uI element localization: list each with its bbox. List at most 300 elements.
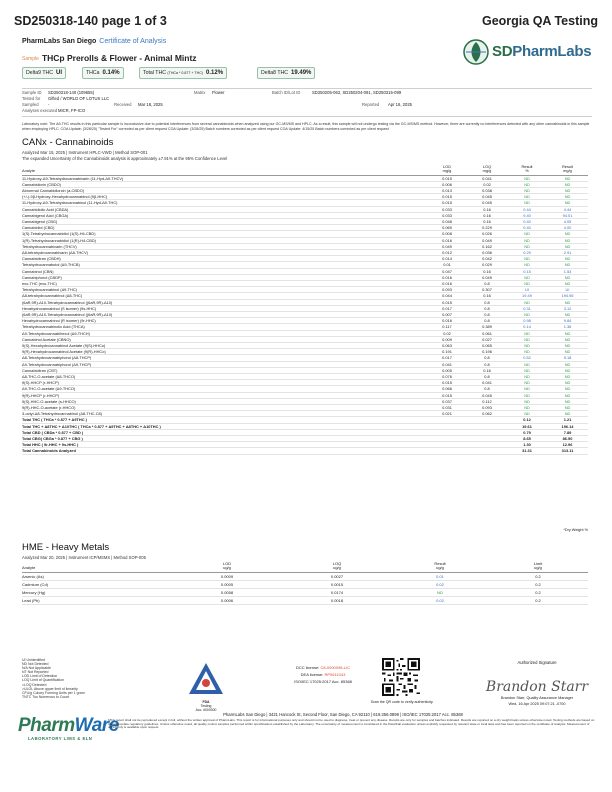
dea-license: RP0611043 [324,672,346,677]
footer-disclaimer: *This report shall not be reproduced except in full, without the written approval of PharmLabs. This report is for informational purposes only and should not be used to diagnose, treat or prevent any disease. Results are only for samples and batches indicated. Results are reported on a dry weight basis unless otherwise noted. Testing methods are based on the appropriate regulatory guidelines. Unless otherwise noted, all quality control samples performed within specifications established by the Laboratory. The uncertainty of measurement is considered in the Pass/Fail evaluation unless explicitly requested by relevant state or local laws and has been reported on the certificate of analysis. Measurement of uncertainty is available upon request. [108,718,595,730]
signature-script: Brandon Starr [485,679,589,695]
pill-label: Total THC [143,70,166,76]
result-pct-cell: 0.40 [507,218,547,224]
lod-cell: 0.0058 [172,588,282,596]
result-mg-cell: ND [547,380,588,386]
legend-item: >ULOL Above upper limit of linearity [22,686,78,691]
loq-cell: 0.045 [467,200,507,206]
result-pct-cell: ND [507,386,547,392]
legend-item: UI Unidentified [22,658,45,662]
loq-cell: 0.16 [467,367,507,373]
loq-cell: 0.049 [467,237,507,243]
result-pct-cell: ND [507,256,547,262]
result-mg-cell: ND [547,274,588,280]
result-mg-cell: ND [547,243,588,249]
analyte-cell: Δ9-Tetrahydrocannabiphorol (Δ9-THCP) [22,361,427,367]
lod-cell: 0.076 [427,374,467,380]
result-cell: ND [392,588,488,596]
result-pct-cell: ND [507,411,547,417]
result-pct-cell: ND [507,194,547,200]
loq-cell [467,448,507,454]
lod-cell: 0.047 [427,268,467,274]
loq-cell: 0.8 [467,374,507,380]
analyses-executed: MICR, FP-ICO [58,108,86,113]
lod-cell: 0.016 [427,274,467,280]
result-pct-cell: 0.79 [507,429,547,435]
result-pct-cell: ND [507,349,547,355]
result-mg-cell: 196.14 [547,423,588,429]
loq-cell: 0.045 [467,194,507,200]
analyte-cell: Cannabigerol (CBG) [22,218,427,224]
tested-for: Gifted / WORLD OF LOTUS LLC [48,96,110,101]
result-pct-cell: 0.14 [507,324,547,330]
info-key: Sample ID [22,90,42,95]
col-lod-label: LOD [222,561,232,567]
result-pct-cell: ND [507,398,547,404]
dry-weight-note: *Dry Weight % [563,528,588,532]
col-unit: ug/g [436,565,444,571]
fda-caption-line: Testing [200,704,212,708]
table-header-row [22,165,588,175]
cannabinoids-analyzed: Analyzed Mar 15, 2025 | Instrument HPLC-VWD | Method SOP-001 [22,150,148,155]
loq-cell: 0.027 [467,336,507,342]
pharmware-sub: LABORATORY LIMS & ELN [28,736,93,741]
result-mg-cell: 7.89 [547,429,588,435]
loq-cell: 0.112 [467,398,507,404]
total-row [22,448,588,454]
analyte-cell: Cannabigerol Acid (CBGA) [22,212,427,218]
pill-value: UI [56,70,63,76]
result-pct-cell: 8.65 [507,436,547,442]
lod-cell: 0.02 [427,330,467,336]
result-pct-cell: 19.61 [507,423,547,429]
legend-item: LOQ Limit of Quantification [22,678,65,683]
lod-cell: 0.015 [427,194,467,200]
info-key: Received [114,102,132,107]
analyte-cell: exo-THC (exo-THC) [22,280,427,286]
result-mg-cell: ND [547,262,588,268]
globe-icon [462,38,490,66]
lod-cell: 0.015 [427,392,467,398]
footer-address: PharmLabs San Diego | 3421 Hancock St, Second Floor, San Diego, CA 92110 | 619.356.0898 | ISO/IEC 17025:2017 Acc. 85368 [223,712,463,717]
loq-cell: 0.0027 [282,572,392,580]
col-unit: ug/g [534,565,542,571]
result-pct-cell: ND [507,405,547,411]
analyte-cell: 9(S)-HHC-O-acetate (s-HHCO) [22,398,427,404]
matrix: Flower [212,90,225,95]
info-key: Reported [362,102,380,107]
analyte-cell: 9(R)-HHC-O-acetate (r-HHCO) [22,405,427,411]
lod-cell: 0.021 [427,411,467,417]
loq-cell: 0.0174 [282,588,392,596]
loq-cell: 0.8 [467,355,507,361]
lod-cell: 0.016 [427,237,467,243]
analyte-cell: Cadmium (Cd) [22,580,172,588]
loq-cell: 0.307 [467,287,507,293]
result-mg-cell: ND [547,175,588,181]
result-mg-cell: 4.00 [547,225,588,231]
loq-cell: 0.16 [467,293,507,299]
loq-cell: 0.026 [467,231,507,237]
legend-item: LOD Limit of Detection [22,674,58,679]
analyte-cell: Tetrahydrocannabinolic Acid (THCA) [22,324,427,330]
analyte-cell: Total HHC ( 9r-HHC + 9s-HHC ) [22,442,427,448]
analyte-cell: Lead (Pb) [22,596,172,604]
pill-formula: (THCa * 0.877 + THC) [167,71,204,75]
loq-cell: 0.8 [467,311,507,317]
analyte-cell: 3-octyl-Δ8-Tetrahydrocannabinol (Δ8-THC-C8) [22,411,427,417]
analyte-cell: Cannabidiorin (CBDO) [22,181,427,187]
loq-cell: 0.229 [467,225,507,231]
analyte-cell: (6aR,9R)-Δ10-Tetrahydrocannabinol ((6aR,9R)-Δ10) [22,299,427,305]
table-row [22,588,588,596]
result-pct-cell: ND [507,231,547,237]
result-cell: 0.02 [392,580,488,588]
cannabinoids-table [22,165,588,455]
col-limit [488,562,588,572]
result-mg-cell: 2.91 [547,249,588,255]
result-mg-cell: ND [547,256,588,262]
result-pct-cell: 0.98 [507,318,547,324]
result-pct-cell: ND [507,361,547,367]
pill-value: 19.49% [291,70,312,76]
col-loq [282,562,392,572]
pharmware-a: Pharm [18,715,75,736]
reported-date: Apr 16, 2025 [388,102,412,107]
qr-code-icon[interactable] [382,658,420,696]
laboratory-note: Laboratory note: The ∆9-THC results in this particular sample is inconclusive due to potential interferences from several cannabinoids when analyzed using our GC-MS/MS and HPLC. As a result, this sample will not undergo testing via the GC-MS/MS method. However, there are currently no interferences detected with any other cannabinoids in this sample when employing HPLC. COA Update: (3/28/25) "Tested For" corrected as per client request COA Update: (3/28/25) Batch numbers corrected as per client request COA Update: 4/15/25 Batch numbers corrected as per client request [22,122,590,131]
result-pct-cell: ND [507,200,547,206]
pharmware-logo [18,715,119,745]
pill-value: 0.12% [206,70,224,76]
result-mg-cell: ND [547,237,588,243]
lod-cell: 0.063 [427,342,467,348]
result-mg-cell: ND [547,200,588,206]
loq-cell: 0.041 [467,175,507,181]
analyte-cell: (6aR,9R)-Δ10-Tetrahydrocannabinol ((6aR,9R)-Δ10) [22,311,427,317]
doc-type: Certificate of Analysis [99,38,167,45]
result-pct-cell: ND [507,243,547,249]
info-key: Sampled [22,102,39,107]
col-result-mg [547,165,588,175]
lab-name-text: PharmLabs San Diego [22,38,97,45]
lod-cell: 0.007 [427,311,467,317]
lod-cell: 0.008 [427,231,467,237]
loq-cell: 0.162 [467,243,507,249]
lod-cell: 0.0006 [172,596,282,604]
result-mg-cell: ND [547,361,588,367]
signer-name: Brandon Starr, Quality Assurance Manager [500,696,574,700]
lod-cell: 0.015 [427,380,467,386]
col-result-unit: % [525,168,529,174]
result-pct-cell: ND [507,181,547,187]
col-result-label: Result [434,561,446,567]
analyte-cell: Cannabicitran (CBT) [22,367,427,373]
info-key: Analyses executed [22,108,58,113]
fda-caption [186,700,226,712]
dea-label: DEA license: [300,672,324,677]
result-mg-cell: ND [547,336,588,342]
result-pct-cell: ND [507,311,547,317]
loq-cell: 0.065 [467,342,507,348]
analyte-cell: Cannabiphorol (CBDP) [22,274,427,280]
qr-caption: Scan the QR code to verify authenticity. [370,700,434,704]
signature-date: Wed, 16 Apr 2025 09:07:21 -0700 [508,701,566,706]
info-key: Batch ID/Lot ID [272,90,301,95]
loq-cell: 0.16 [467,206,507,212]
result-mg-cell: 194.95 [547,293,588,299]
col-loq-unit: mg/g [482,168,492,174]
result-pct-cell: ND [507,175,547,181]
pill-label: THCa [86,70,100,76]
lod-cell: 0.015 [427,200,467,206]
loq-cell: 0.042 [467,256,507,262]
product-title [22,53,197,63]
analyte-cell: 9(S)-HHCP (r-HHCP) [22,380,427,386]
result-pct-cell: 0.15 [507,268,547,274]
loq-cell: 0.0015 [282,580,392,588]
fda-caption-line: FDA [202,700,210,704]
result-mg-cell: ND [547,374,588,380]
divider [22,116,592,117]
sample-id: SD250318-140 (109655) [48,90,95,95]
result-pct-cell: ND [507,367,547,373]
analyte-cell: Abnormal Cannabidiorcin (a-CBDO) [22,187,427,193]
analyte-cell: Cannabinol (CBN) [22,268,427,274]
lod-cell: 0.015 [427,299,467,305]
legend-item: ND Not Detected [22,662,49,667]
loq-cell: 0.0018 [282,596,392,604]
loq-cell: 0.038 [467,187,507,193]
loq-cell: 0.062 [467,411,507,417]
col-result-pct [507,165,547,175]
lod-cell: 0.012 [427,249,467,255]
analyte-cell: Total THC ( THCa * 0.877 + Δ9THC ) [22,417,427,423]
metals-table [22,562,588,605]
analyte-cell: Cannabinol Acetate (CBNO) [22,336,427,342]
dcc-label: DCC license: [295,665,320,670]
loq-cell: 0.029 [467,262,507,268]
lod-cell: 0.048 [427,218,467,224]
lod-cell: 0.049 [427,243,467,249]
analyte-cell: Total CBG( CBGa * 0.877 + CBG ) [22,436,427,442]
loq-cell: 0.389 [467,324,507,330]
cannabinoids-title: CANx - Cannabinoids [22,137,114,148]
result-mg-cell: ND [547,367,588,373]
col-result-unit: mg/g [563,168,572,174]
metals-title: HME - Heavy Metals [22,542,110,553]
loq-cell: 0.036 [467,249,507,255]
lod-cell: 0.191 [427,349,467,355]
lod-cell [427,448,467,454]
lod-cell: 0.013 [427,187,467,193]
lab-name [22,38,166,45]
pill-total-thc [139,67,227,79]
result-mg-cell: ND [547,349,588,355]
result-pct-cell: ND [507,380,547,386]
loq-cell: 0.8 [467,386,507,392]
loq-cell: 0.093 [467,405,507,411]
lod-cell: 0.093 [427,287,467,293]
result-mg-cell: 313.11 [547,448,588,454]
result-pct-cell: ND [507,342,547,348]
result-mg-cell: ND [547,405,588,411]
result-pct-cell: ND [507,336,547,342]
legend-item: NT Not Reported [22,670,49,675]
col-loq [467,165,507,175]
col-lod-label: LOD [443,164,451,170]
license-block [268,664,378,685]
result-mg-cell: 3.12 [547,305,588,311]
col-loq-label: LOQ [332,561,342,567]
result-pct-cell: 0.40 [507,225,547,231]
analyte-cell: 1(S)-Tetrahydrocannabidiol (1(S)-H4-CBD) [22,231,427,237]
dcc-license: C8-0000098-LIC [320,665,351,670]
table-header-row [22,562,588,572]
result-pct-cell: UI [507,287,547,293]
analyte-cell: Arsenic (As) [22,572,172,580]
legend-item: TNTC Too Numerous to Count [22,694,70,699]
col-loq-label: LOQ [482,164,492,170]
legend-item: <LOQ Detected [22,682,47,687]
lod-cell: 0.017 [427,305,467,311]
col-limit-label: Limit [533,561,543,567]
result-mg-cell: ND [547,330,588,336]
lod-cell: 0.016 [427,280,467,286]
result-pct-cell: 9.40 [507,212,547,218]
loq-cell: 0.16 [467,218,507,224]
result-cell: 0.02 [392,596,488,604]
fda-caption-line: Acc. #000000 [195,708,217,712]
result-mg-cell: 12.96 [547,442,588,448]
analyte-cell: Hexahydrocannabinol (S isomer) (9s-HHC) [22,305,427,311]
result-mg-cell: ND [547,398,588,404]
loq-cell: 0.16 [467,268,507,274]
analyte-cell: Cannabicitran (CBDH) [22,256,427,262]
loq-cell: 0.045 [467,392,507,398]
lod-cell: 0.014 [427,256,467,262]
sdpharmlabs-logo [462,38,594,72]
result-pct-cell: ND [507,392,547,398]
result-mg-cell: ND [547,187,588,193]
lod-cell: 0.037 [427,398,467,404]
analyte-cell: Total CBD ( CBDa * 0.877 + CBD ) [22,429,427,435]
sample-tag: Sample [22,56,39,62]
lod-cell: 0.066 [427,386,467,392]
analyte-cell: Cannabidiol (CBD) [22,225,427,231]
limit-cell: 0.2 [488,588,588,596]
analyte-cell: Cannabidiolic Acid (CBDA) [22,206,427,212]
loq-cell: 0.8 [467,280,507,286]
result-pct-cell: 31.31 [507,448,547,454]
loq-cell: 0.8 [467,299,507,305]
result-mg-cell: 9.84 [547,318,588,324]
pill-thca [82,67,124,79]
pill-delta8-thc [257,67,315,79]
analyte-cell: 1(R)-Tetrahydrocannabidiol (1(R)-H4-CBD) [22,237,427,243]
result-mg-cell: UI [547,287,588,293]
result-pct-cell: ND [507,330,547,336]
col-analyte: Analyte [22,165,427,175]
result-cell: 0.01 [392,572,488,580]
analyte-cell: Total Cannabinoids Analyzed [22,448,427,454]
legend-item: CFU/g Colony Forming Units per 1 gram [22,690,85,695]
logo-sd: SD [492,43,513,60]
result-pct-cell: ND [507,374,547,380]
analyte-cell: Hexahydrocannabinol (R isomer) (9r-HHC) [22,318,427,324]
lod-cell: 0.033 [427,206,467,212]
received-date: Mar 18, 2025 [138,102,163,107]
result-mg-cell: ND [547,342,588,348]
col-result [392,562,488,572]
analyte-cell: Δ8-tetrahydrocannabivarin (Δ8-THCV) [22,249,427,255]
result-mg-cell: 1.21 [547,417,588,423]
lod-cell: 0.009 [427,336,467,342]
sampled: - [48,102,50,107]
result-mg-cell: ND [547,311,588,317]
lod-cell: 0.006 [427,181,467,187]
loq-cell: 0.8 [467,305,507,311]
col-result-label: Result [561,164,574,170]
pill-label: Delta9 THC [26,70,54,76]
pill-delta9-thc [22,67,66,79]
lod-cell: 0.016 [427,318,467,324]
analyte-cell: 9(R)-HHCP (r-HHCP) [22,392,427,398]
lod-cell: 0.044 [427,293,467,299]
result-mg-cell: 86.50 [547,436,588,442]
limit-cell: 0.2 [488,580,588,588]
analyte-cell: Tetrahydrocannabinol (Δ9-THC) [22,287,427,293]
lod-cell: 0.017 [427,355,467,361]
result-pct-cell: 1.30 [507,442,547,448]
result-mg-cell: ND [547,231,588,237]
pharmware-b: Ware [74,715,119,736]
result-mg-cell: ND [547,181,588,187]
pill-label: Delta8 THC [261,70,289,76]
result-mg-cell: ND [547,411,588,417]
result-pct-cell: 0.44 [507,206,547,212]
table-row [22,596,588,604]
lod-cell: 0.069 [427,225,467,231]
batch-id: SD250205-062, SD250204-091, SD250315-099 [312,90,402,95]
col-lod-unit: mg/g [442,168,452,174]
loq-cell: 0.8 [467,361,507,367]
result-pct-cell: ND [507,237,547,243]
result-mg-cell: ND [547,194,588,200]
page-header [14,14,598,30]
iso-accreditation: ISO/IEC 17025:2017 Acc. 85368 [294,679,352,684]
metals-analyzed: Analyzed Mar 20, 2025 | Instrument ICP/MSMS | Method SOP-005 [22,555,146,560]
abbreviation-legend [22,658,85,699]
result-mg-cell: 4.44 [547,206,588,212]
client-name: Georgia QA Testing [482,14,598,28]
analyte-cell: 9(R)-Hexahydrocannabinol Acetate (9(R)-HHCo) [22,349,427,355]
limit-cell: 0.2 [488,596,588,604]
info-key: Tested for [22,96,41,101]
loq-cell: 0.196 [467,349,507,355]
result-mg-cell: ND [547,299,588,305]
analyte-cell: Total THC + Δ8THC + Δ10THC ( THCa * 0.877 + Δ9THC + Δ8THC + Δ10THC ) [22,423,427,429]
loq-cell: 0.02 [467,181,507,187]
pill-value: 0.14% [102,70,120,76]
result-mg-cell: 1.53 [547,268,588,274]
loq-cell: 0.061 [467,330,507,336]
analyte-cell: Δ8-Tetrahydrocannabiphorol (Δ8-THCP) [22,355,427,361]
lod-cell: 0.117 [427,324,467,330]
analyte-cell: (+/-)-9β-Hydroxy-Hexahydrocannabinol (9β-HHC) [22,194,427,200]
result-pct-cell: 0.12 [507,417,547,423]
analyte-cell: 11-Hydroxy-Δ9-Tetrahydrocannabivarin (11-Hyd-Δ9-THCV) [22,175,427,181]
